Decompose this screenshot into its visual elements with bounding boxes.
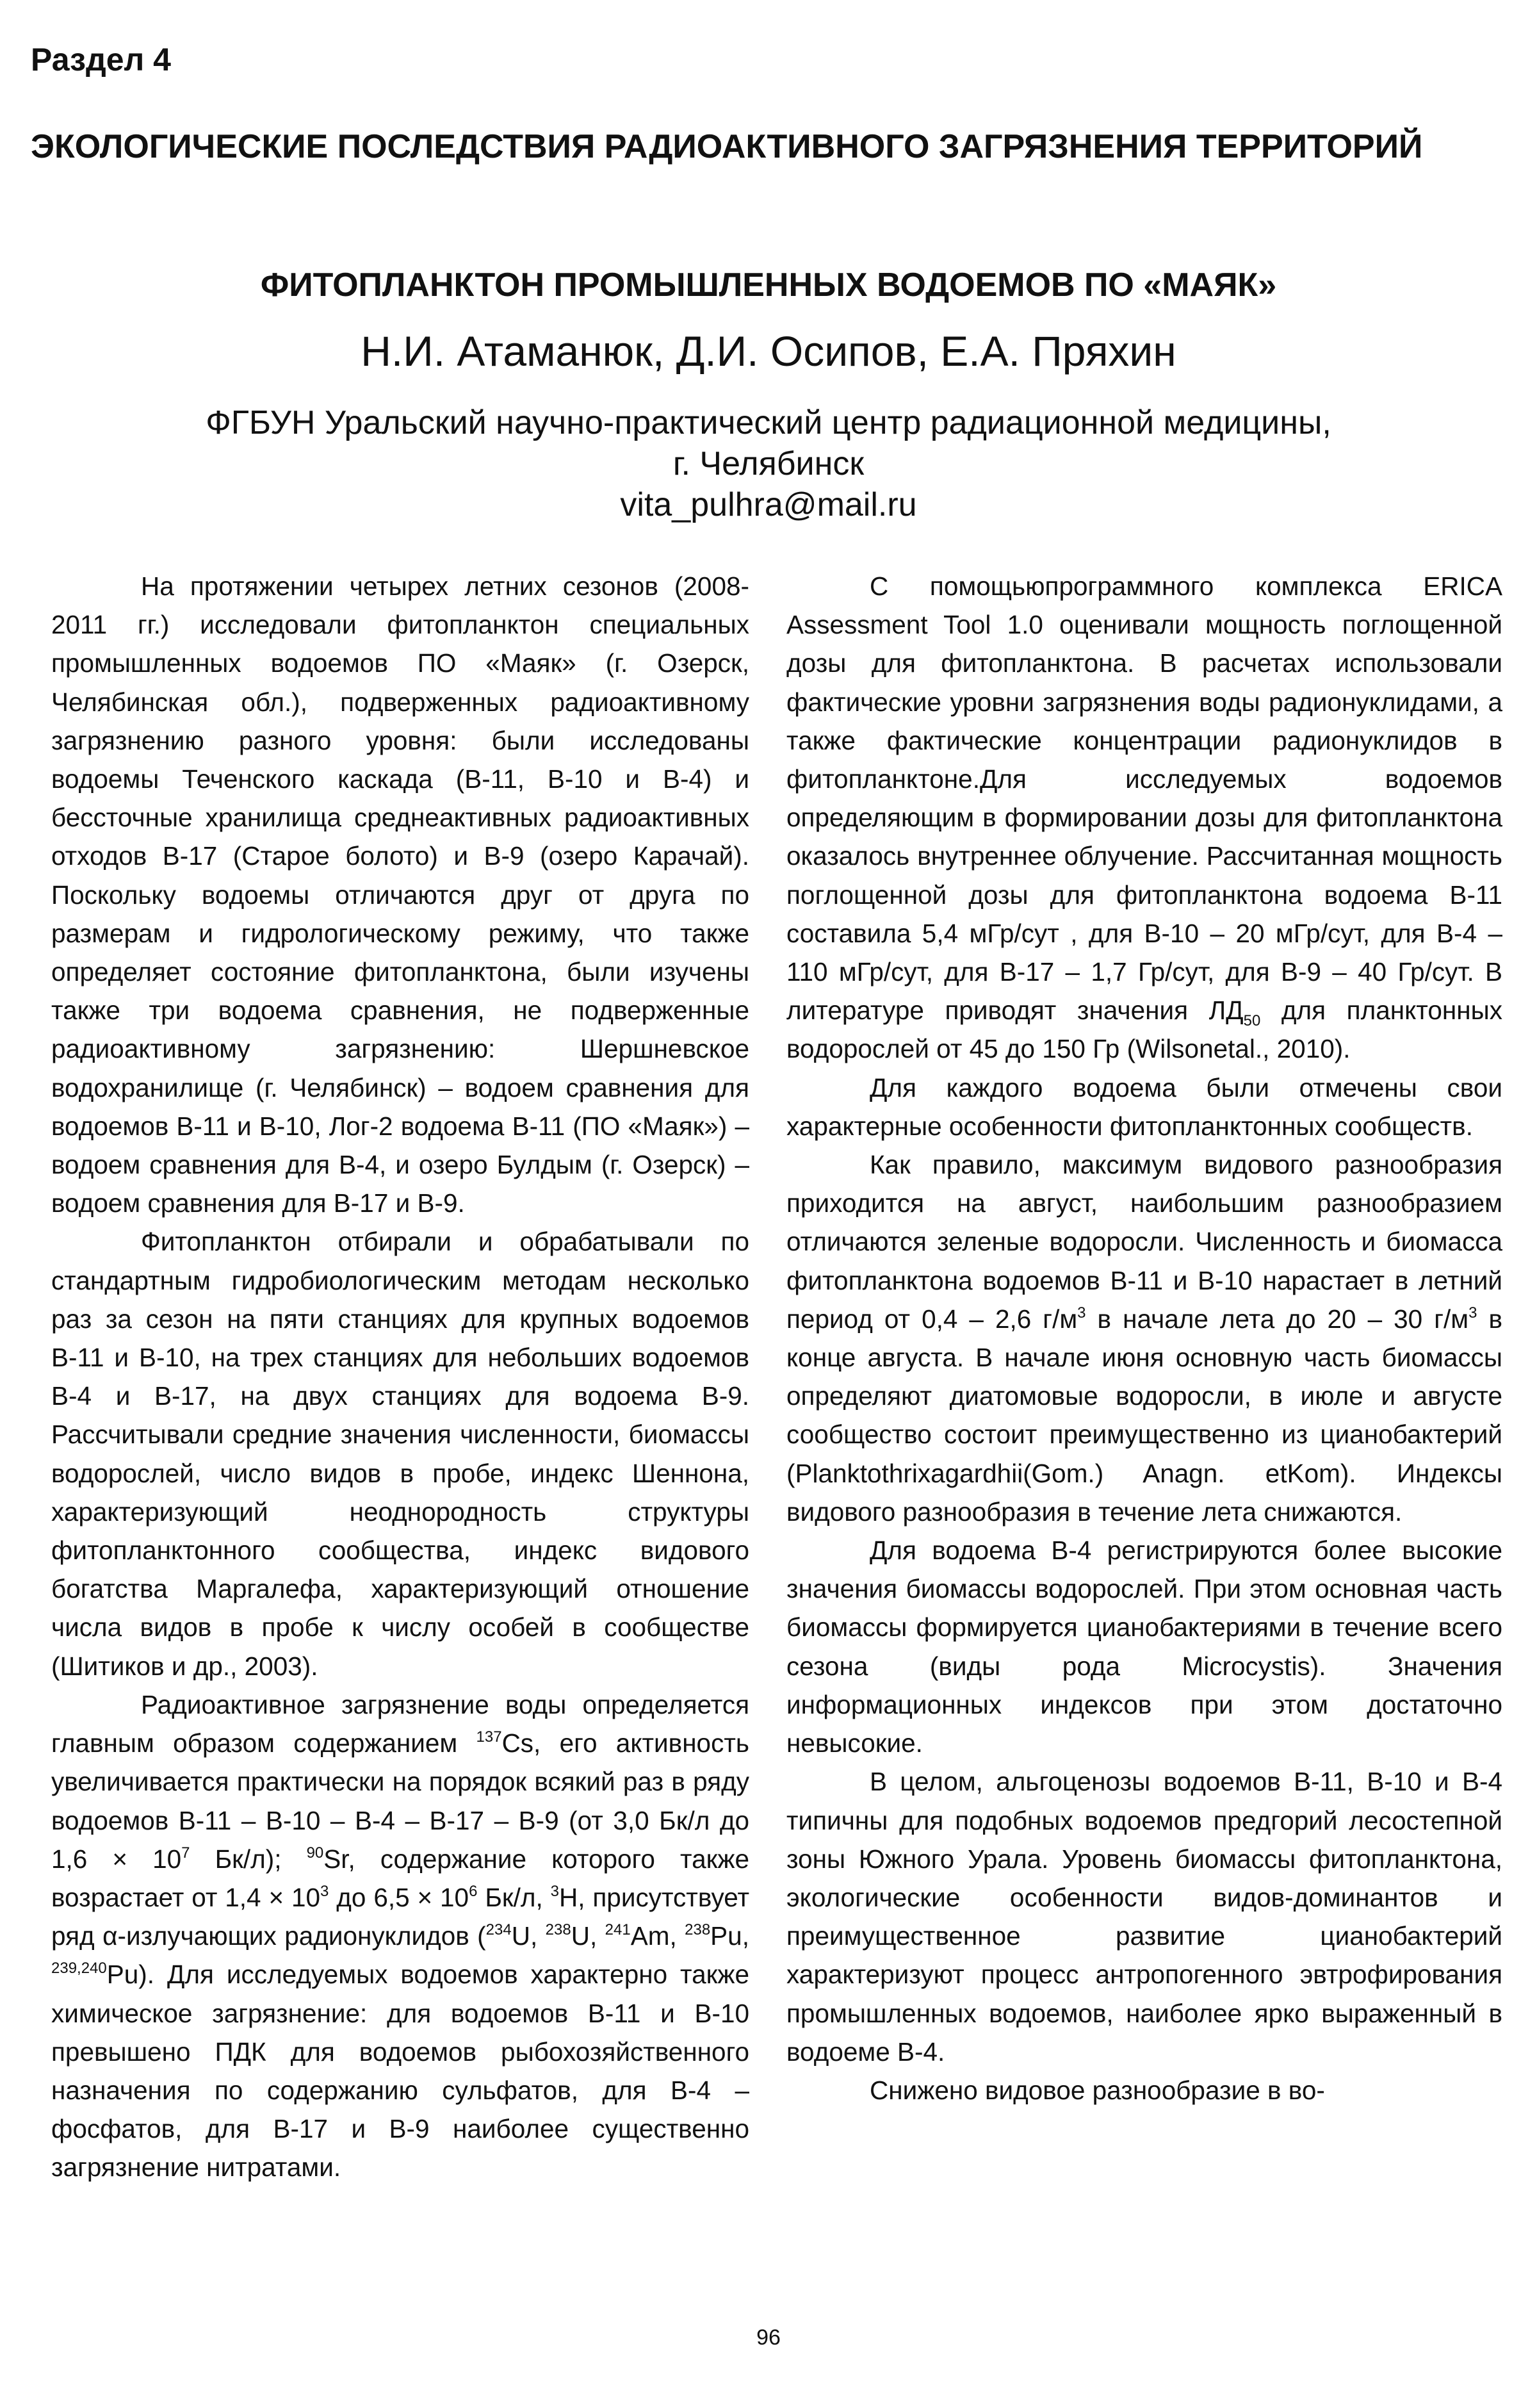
text-run: U,: [511, 1921, 546, 1951]
text-run: U,: [571, 1921, 605, 1951]
affiliation-org: ФГБУН Уральский научно-практический центр радиационной медицины,: [206, 404, 1331, 441]
superscript: 7: [181, 1844, 190, 1862]
text-run: Как правило, максимум видового разнообразия приходится на август, наибольшим разнообразием отличаются зеленые водоросли. Численность и биомасса фитопланктона водоемов В-11 и В-10 нарастает в летний период от 0,4 – 2,6 г/м: [786, 1150, 1502, 1334]
text-run: до 6,5 × 10: [329, 1882, 469, 1912]
superscript: 238: [685, 1921, 711, 1939]
superscript: 3: [1077, 1304, 1086, 1322]
superscript: 3: [320, 1882, 329, 1900]
superscript: 239,240: [51, 1960, 107, 1978]
text-run: Pu). Для исследуемых водоемов характерно также химическое загрязнение: для водоемов В-11 и В-10 превышено ПДК для водоемов рыбохозяйственного назначения по содержанию сульфатов, для В-4 – фосфатов, для В-17 и В-9 наиболее существенно загрязнение нитратами.: [51, 1960, 749, 2183]
right-paragraph-2: Для каждого водоема были отмечены свои характерные особенности фитопланктонных сообществ.: [786, 1072, 1502, 1141]
affiliation-city: г. Челябинск: [672, 445, 865, 482]
left-paragraph-3: [51, 1685, 749, 2187]
article-title: ФИТОПЛАНКТОН ПРОМЫШЛЕННЫХ ВОДОЕМОВ ПО «МАЯК»: [260, 266, 1277, 304]
right-paragraph-3: [786, 1145, 1502, 1531]
superscript: 3: [550, 1882, 559, 1900]
text-run: Радиоактивное загрязнение воды определяется главным образом содержанием: [51, 1689, 749, 1758]
subscript: 50: [1243, 1012, 1261, 1030]
section-title: ЭКОЛОГИЧЕСКИЕ ПОСЛЕДСТВИЯ РАДИОАКТИВНОГО ЗАГРЯЗНЕНИЯ ТЕРРИТОРИЙ: [31, 128, 1423, 165]
right-column: [786, 567, 1502, 2109]
text-run: Sr, содержание которого также возрастает от 1,4 × 10: [51, 1844, 749, 1912]
right-paragraph-4: Для водоема В-4 регистрируются более высокие значения биомассы водорослей. При этом основная часть биомассы формируется цианобактериями в течение всего сезона (виды рода Microcystis). Значения информационных индексов при этом достаточно невысокие.: [786, 1536, 1502, 1758]
superscript: 234: [485, 1921, 512, 1939]
right-paragraph-6: Снижено видовое разнообразие в во-: [870, 2075, 1325, 2105]
superscript: 137: [476, 1728, 502, 1746]
text-run: С помощьюпрограммного комплекса ERICA Assessment Tool 1.0 оценивали мощность поглощенной дозы для фитопланктона. В расчетах использовали фактические уровни загрязнения воды радионуклидами, а также фактические концентрации радионуклидов в фитопланктоне.Для исследуемых водоемов определяющим в формировании дозы для фитопланктона оказалось внутреннее облучение. Рассчитанная мощность поглощенной дозы для фитопланктона водоема В-11 составила 5,4 мГр/сут , для В-10 – 20 мГр/сут, для В-4 – 110 мГр/сут, для В-17 – 1,7 Гр/сут, для В-9 – 40 Гр/сут. В литературе приводят значения ЛД: [786, 571, 1502, 1026]
superscript: 238: [545, 1921, 571, 1939]
superscript: 241: [605, 1921, 631, 1939]
left-column: [51, 567, 749, 2187]
text-run: в начале лета до 20 – 30 г/м: [1086, 1304, 1469, 1334]
superscript: 6: [469, 1882, 478, 1900]
text-run: в конце августа. В начале июня основную часть биомассы определяют диатомовые водоросли, в июле и августе сообщество состоит преимущественно из цианобактерий (Planktothrixagardhii(Gom.) Anagn. etKom). Индексы видового разнообразия в течение лета снижаются.: [786, 1304, 1502, 1527]
left-paragraph-2: Фитопланктон отбирали и обрабатывали по стандартным гидробиологическим методам несколько раз за сезон на пяти станциях для крупных водоемов В-11 и В-10, на трех станциях для небольших водоемов В-4 и В-17, на двух станциях для водоема В-9. Рассчитывали средние значения численности, биомассы водорослей, число видов в пробе, индекс Шеннона, характеризующий неоднородность структуры фитопланктонного сообщества, индекс видового богатства Маргалефа, характеризующий отношение числа видов в пробе к числу особей в сообществе (Шитиков и др., 2003).: [51, 1227, 749, 1681]
affiliation-email[interactable]: vita_pulhra@mail.ru: [620, 486, 917, 523]
text-run: Бк/л,: [477, 1882, 551, 1912]
right-paragraph-5: В целом, альгоценозы водоемов В-11, В-10 и В-4 типичны для подобных водоемов предгорий лесостепной зоны Южного Урала. Уровень биомассы фитопланктона, экологические особенности видов-доминантов и преимущественное развитие цианобактерий характеризуют процесс антропогенного эвтрофирования промышленных водоемов, наиболее ярко выраженный в водоеме В-4.: [786, 1767, 1502, 2067]
authors: Н.И. Атаманюк, Д.И. Осипов, Е.А. Пряхин: [361, 327, 1176, 375]
superscript: 3: [1468, 1304, 1477, 1322]
text-run: Pu,: [710, 1921, 749, 1951]
affiliation: [0, 402, 1537, 525]
text-run: Cs, его активность увеличивается практически на порядок всякий раз в ряду водоемов В-11 – В-10 – В-4 – В-17 – В-9 (от 3,0 Бк/л до 1,6 × 10: [51, 1728, 749, 1874]
text-run: для планктонных водорослей от 45 до 150 Гр (Wilsonetal., 2010).: [786, 995, 1502, 1064]
right-paragraph-1: [786, 567, 1502, 1069]
text-run: Бк/л);: [190, 1844, 307, 1874]
section-label: Раздел 4: [31, 42, 171, 78]
text-run: Am,: [630, 1921, 685, 1951]
superscript: 90: [306, 1844, 324, 1862]
text-run: H, присутствует ряд α-излучающих радионуклидов (: [51, 1882, 750, 1951]
left-paragraph-1: На протяжении четырех летних сезонов (2008-2011 гг.) исследовали фитопланктон специальных промышленных водоемов ПО «Маяк» (г. Озерск, Челябинская обл.), подверженных радиоактивному загрязнению разного уровня: были исследованы водоемы Теченского каскада (В-11, В-10 и В-4) и бессточные хранилища среднеактивных радиоактивных отходов В-17 (Старое болото) и В-9 (озеро Карачай). Поскольку водоемы отличаются друг от друга по размерам и гидрологическому режиму, что также определяет состояние фитопланктона, были изучены также три водоема сравнения, не подверженные радиоактивному загрязнению: Шершневское водохранилище (г. Челябинск) – водоем сравнения для водоемов В-11 и В-10, Лог-2 водоема В-11 (ПО «Маяк») – водоем сравнения для В-4, и озеро Булдым (г. Озерск) – водоем сравнения для В-17 и В-9.: [51, 571, 749, 1218]
page-number: 96: [756, 2325, 781, 2350]
